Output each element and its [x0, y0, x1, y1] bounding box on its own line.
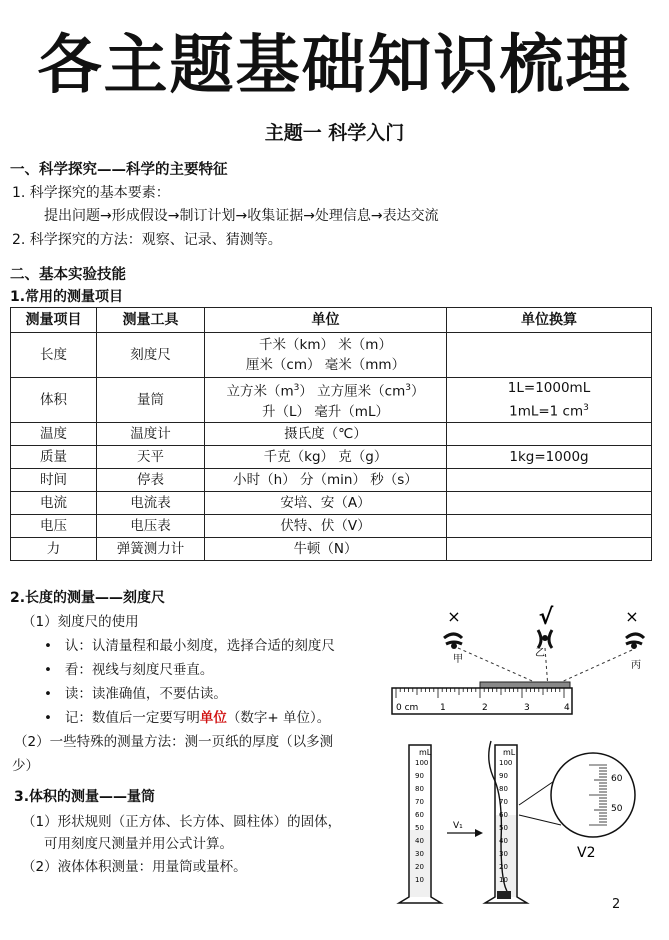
- bullet-text: 认：认清量程和最小刻度，选择合适的刻度尺: [64, 638, 335, 654]
- scale-label: 80: [415, 785, 424, 793]
- scale-label: 20: [499, 863, 508, 871]
- bullet-dot: •: [44, 638, 65, 654]
- scale-label: 10: [415, 876, 424, 884]
- scale-label: 30: [415, 850, 424, 858]
- page-number: 2: [612, 897, 621, 912]
- volume-p1-line2: 可用刻度尺测量并用公式计算。: [44, 836, 233, 852]
- tick-label: 0 cm: [396, 703, 419, 713]
- unit-highlight: 单位: [199, 710, 227, 726]
- conversion-line: [447, 398, 651, 422]
- table-row: [11, 423, 652, 446]
- cell-item: 电流: [11, 492, 97, 515]
- table-row: [11, 515, 652, 538]
- cell-unit: 摄氏度（℃）: [205, 423, 447, 446]
- superscript: 3: [293, 383, 300, 394]
- scale-label: 10: [499, 876, 508, 884]
- section2-sub2: 2.长度的测量——刻度尺: [10, 590, 166, 606]
- superscript: 3: [405, 383, 411, 394]
- scale-label: 30: [499, 850, 508, 858]
- cell-unit: [205, 333, 447, 378]
- zoom-label: 50: [611, 804, 623, 814]
- header-unit: 单位: [205, 308, 447, 333]
- unit-line: 厘米（cm） 毫米（mm）: [245, 357, 406, 373]
- section2-sub3: 3.体积的测量——量筒: [14, 789, 156, 805]
- cell-tool: 量筒: [97, 378, 205, 423]
- scale-label: 100: [499, 759, 513, 767]
- table-row: [11, 538, 652, 561]
- zoom-line: [519, 815, 561, 825]
- special-method-line1: （2）一些特殊的测量方法：测一页纸的厚度（以多测: [14, 734, 334, 750]
- eye-icon: [444, 634, 462, 649]
- scale-label: 60: [499, 811, 508, 819]
- table-row: [11, 446, 652, 469]
- cell-tool: 电压表: [97, 515, 205, 538]
- scale-label: 20: [415, 863, 424, 871]
- section2-sub1: 1.常用的测量项目: [10, 289, 124, 305]
- eye-label: 甲: [453, 654, 463, 665]
- scale-label: 40: [415, 837, 424, 845]
- cell-unit: 小时（h） 分（min） 秒（s）: [205, 469, 447, 492]
- cell-tool: 电流表: [97, 492, 205, 515]
- bullet-text: （数字+ 单位）。: [226, 710, 331, 726]
- eye-label: 丙: [631, 660, 641, 671]
- cell-tool: 刻度尺: [97, 333, 205, 378]
- table-row: [11, 378, 652, 423]
- cell-tool: 停表: [97, 469, 205, 492]
- cell-unit: [205, 378, 447, 423]
- ruler-reading-figure: [388, 600, 660, 720]
- cell-conversion: [447, 515, 652, 538]
- unit-text: 立方米（m: [226, 383, 294, 400]
- cell-conversion: [447, 333, 652, 378]
- cell-item: 时间: [11, 469, 97, 492]
- bullet-text: 读：读准确值，不要估读。: [64, 686, 227, 702]
- tick-label: 1: [440, 703, 446, 713]
- cell-conversion: [447, 423, 652, 446]
- cylinder-unit: mL: [503, 748, 516, 757]
- mark-right: √: [538, 605, 554, 630]
- cell-conversion: [447, 378, 652, 423]
- cylinder-unit: mL: [419, 748, 432, 757]
- scale-label: 50: [499, 824, 508, 832]
- bullet-item: [44, 706, 330, 726]
- section1-heading: 一、科学探究——科学的主要特征: [10, 162, 228, 178]
- scale-label: 50: [415, 824, 424, 832]
- cell-item: 力: [11, 538, 97, 561]
- cell-conversion: 1kg=1000g: [447, 446, 652, 469]
- cell-tool: 温度计: [97, 423, 205, 446]
- measurement-table: [10, 307, 652, 561]
- cell-conversion: [447, 469, 652, 492]
- cell-item: 电压: [11, 515, 97, 538]
- mark-wrong: ×: [625, 607, 639, 626]
- section1-item1: 1. 科学探究的基本要素：: [12, 185, 170, 201]
- special-method-line2: 少）: [12, 758, 39, 774]
- eye-label: 乙: [535, 648, 545, 659]
- scale-label: 60: [415, 811, 424, 819]
- cell-item: 质量: [11, 446, 97, 469]
- table-row: [11, 492, 652, 515]
- cell-conversion: [447, 538, 652, 561]
- bullet-dot: •: [44, 710, 65, 726]
- zoom-label: 60: [611, 774, 623, 784]
- mark-wrong: ×: [447, 607, 461, 626]
- section1-item1-detail: 提出问题→形成假设→制订计划→收集证据→处理信息→表达交流: [44, 208, 439, 224]
- conversion-line: 1L=1000mL: [507, 380, 591, 397]
- v2-label: V2: [577, 845, 596, 861]
- table-row: [11, 469, 652, 492]
- header-conversion: 单位换算: [447, 308, 652, 333]
- section2-heading: 二、基本实验技能: [10, 267, 126, 283]
- cell-conversion: [447, 492, 652, 515]
- cell-tool: 天平: [97, 446, 205, 469]
- scale-label: 80: [499, 785, 508, 793]
- eye-icon: [626, 634, 644, 649]
- scale-label: 90: [499, 772, 508, 780]
- scale-label: 70: [415, 798, 424, 806]
- header-tool: 测量工具: [97, 308, 205, 333]
- cell-unit: 伏特、伏（V）: [205, 515, 447, 538]
- volume-p1-line1: （1）形状规则（正方体、长方体、圆柱体）的固体，: [22, 814, 342, 830]
- unit-line: [205, 378, 446, 402]
- table-row: [11, 333, 652, 378]
- volume-p2: （2）液体体积测量：用量筒或量杯。: [22, 859, 247, 875]
- tick-label: 3: [524, 703, 530, 713]
- header-item: 测量项目: [11, 308, 97, 333]
- unit-text: ）: [411, 383, 425, 400]
- bullet-item: [44, 658, 213, 678]
- cell-unit: 牛顿（N）: [205, 538, 447, 561]
- superscript: 3: [583, 403, 589, 414]
- table-header-row: [11, 308, 652, 333]
- bullet-item: [44, 634, 335, 654]
- cell-unit: 千克（kg） 克（g）: [205, 446, 447, 469]
- unit-line: 升（L） 毫升（mL）: [262, 403, 389, 420]
- scale-label: 90: [415, 772, 424, 780]
- tick-label: 2: [482, 703, 488, 713]
- topic-title: 主题一 科学入门: [264, 122, 405, 144]
- bullet-dot: •: [44, 662, 65, 678]
- bullet-text: 看：视线与刻度尺垂直。: [64, 662, 214, 678]
- section1-item2: 2. 科学探究的方法：观察、记录、猜测等。: [12, 232, 282, 248]
- measured-object: [480, 682, 570, 688]
- conversion-text: 1mL=1 cm: [509, 403, 584, 420]
- cell-item: 长度: [11, 333, 97, 378]
- scale-label: 40: [499, 837, 508, 845]
- cell-item: 体积: [11, 378, 97, 423]
- solid-object: [497, 891, 511, 899]
- cylinder-figure: [395, 735, 660, 910]
- ruler-usage: （1）刻度尺的使用: [22, 614, 139, 630]
- tick-label: 4: [564, 703, 570, 713]
- unit-text: ） 立方厘米（cm: [299, 383, 406, 400]
- bullet-dot: •: [44, 686, 65, 702]
- cell-item: 温度: [11, 423, 97, 446]
- unit-line: 千米（km） 米（m）: [259, 337, 392, 353]
- cell-tool: 弹簧测力计: [97, 538, 205, 561]
- bullet-text: 记：数值后一定要写明: [64, 710, 200, 726]
- scale-label: 70: [499, 798, 508, 806]
- v1-label: V₁: [453, 821, 463, 831]
- bullet-item: [44, 682, 227, 702]
- scale-label: 100: [415, 759, 429, 767]
- cell-unit: 安培、安（A）: [205, 492, 447, 515]
- eye-icon: [538, 630, 552, 648]
- main-title: 各主题基础知识梳理: [37, 28, 632, 103]
